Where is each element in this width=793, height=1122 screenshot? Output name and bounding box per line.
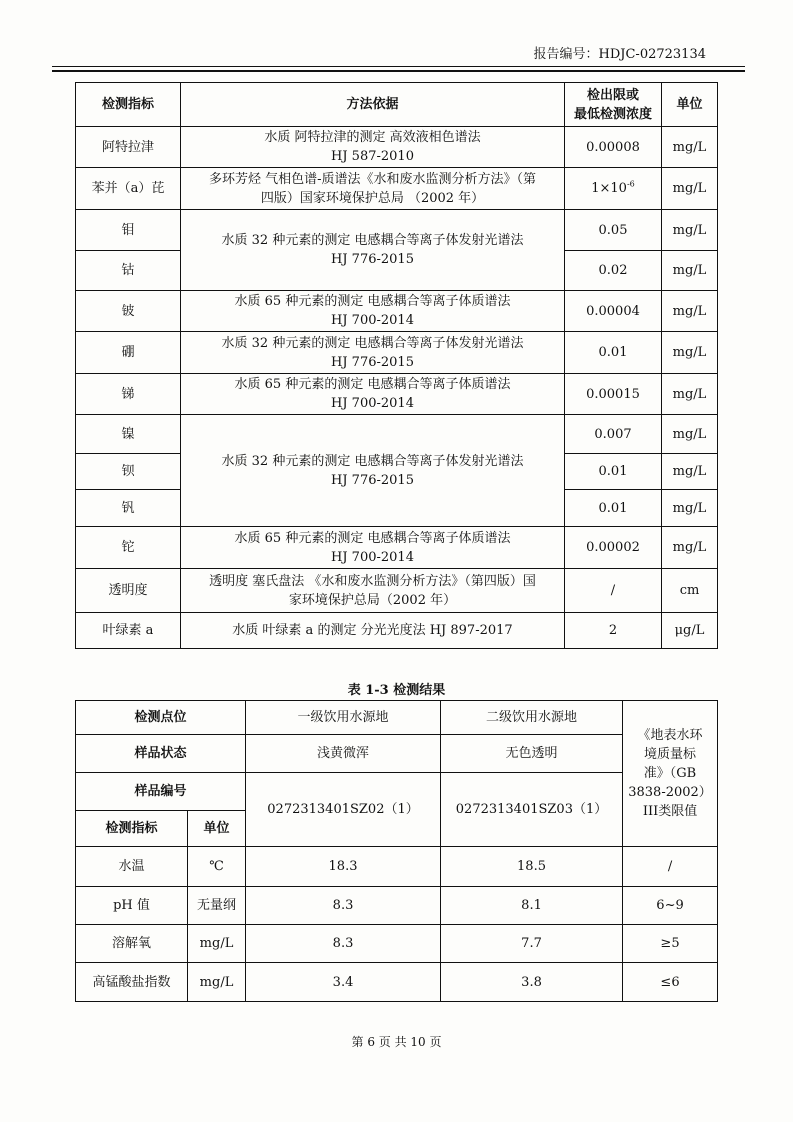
header-limit-line2: 最低检测浓度 [573,106,652,122]
method-table [75,82,718,649]
method-cell [181,127,565,168]
method-line: 水质 32 种元素的测定 电感耦合等离子体发射光谱法 [221,233,524,248]
unit-cell: mg/L [662,332,718,374]
report-number: 报告编号：HDJC-02723134 [533,47,706,62]
method-cell [181,374,565,415]
method-cell [181,569,565,613]
method-cell [181,415,565,527]
indicator-cell: 硼 [76,332,181,374]
method-cell [181,527,565,569]
table-row [76,847,718,887]
unit-cell: mg/L [662,291,718,332]
header-method: 方法依据 [181,83,565,127]
site-state: 无色透明 [441,735,623,773]
unit-cell: mg/L [662,527,718,569]
method-table-header [76,83,718,127]
table-row [76,332,718,374]
method-line: 多环芳烃 气相色谱-质谱法《水和废水监测分析方法》（第 [208,171,537,187]
value-cell: 8.1 [441,887,623,925]
results-table-title: 表 1-3 检测结果 [347,683,446,698]
header-rule-thick [52,70,745,72]
indicator-cell: 透明度 [76,569,181,613]
standard-line: 准》（GB [643,766,697,781]
value-cell: 3.4 [246,963,441,1002]
value-cell: 8.3 [246,887,441,925]
site-sample-no: 0272313401SZ03（1） [441,773,623,847]
limit-cell: / [565,569,662,613]
method-line: HJ 776-2015 [331,252,414,267]
method-line: 水质 32 种元素的测定 电感耦合等离子体发射光谱法 [221,335,524,351]
table-row [76,887,718,925]
unit-cell: μg/L [662,613,718,649]
indicator-cell: 锑 [76,374,181,415]
table-row [76,210,718,251]
limit-cell: 0.05 [565,210,662,251]
unit-cell: mg/L [662,168,718,210]
indicator-cell: 铍 [76,291,181,332]
limit-cell: 0.00015 [565,374,662,415]
standard-cell [623,701,718,847]
header-rule-thin [52,66,745,67]
limit-cell: ≤6 [623,963,718,1002]
indicator-cell: 钼 [76,210,181,251]
table-row [76,415,718,454]
method-line: 水质 阿特拉津的测定 高效液相色谱法 [264,130,481,145]
site-point: 二级饮用水源地 [441,701,623,735]
table-row [76,925,718,963]
method-line: HJ 587-2010 [331,149,414,164]
limit-cell: 2 [565,613,662,649]
table-row [76,168,718,210]
method-cell [181,210,565,291]
indicator-cell: 苯并（a）芘 [76,168,181,210]
method-line: HJ 700-2014 [331,396,414,411]
unit-cell: mg/L [662,454,718,490]
indicator-cell: 钡 [76,454,181,490]
method-line: HJ 700-2014 [331,549,414,565]
unit-cell: mg/L [662,251,718,291]
limit-cell: 0.007 [565,415,662,454]
limit-cell: 0.00002 [565,527,662,569]
limit-cell: 0.02 [565,251,662,291]
indicator-cell: 钴 [76,251,181,291]
method-cell [181,332,565,374]
header-limit [565,83,662,127]
indicator-cell: pH 值 [76,887,188,925]
results-table [75,700,718,1002]
limit-base: 1×10 [591,181,627,196]
method-line: HJ 776-2015 [331,354,414,370]
value-cell: 18.3 [246,847,441,887]
indicator-cell: 阿特拉津 [76,127,181,168]
page-number: 第 6 页 共 10 页 [351,1035,442,1049]
limit-cell: 0.00004 [565,291,662,332]
limit-cell: 0.01 [565,490,662,527]
unit-cell: mg/L [188,925,246,963]
method-cell [181,291,565,332]
method-line: 水质 32 种元素的测定 电感耦合等离子体发射光谱法 [221,453,524,469]
table-row [76,527,718,569]
standard-line: 《地表水环 [637,728,703,743]
method-cell [181,168,565,210]
value-cell: 3.8 [441,963,623,1002]
table-row [76,613,718,649]
table-row [76,963,718,1002]
unit-cell: 无量纲 [188,887,246,925]
site-sample-no: 0272313401SZ02（1） [246,773,441,847]
limit-cell [565,168,662,210]
unit-cell: mg/L [662,127,718,168]
standard-line: 境质量标 [644,747,697,762]
method-line: 水质 65 种元素的测定 电感耦合等离子体质谱法 [234,377,511,392]
method-line: 透明度 塞氏盘法 《水和废水监测分析方法》（第四版）国 [209,573,536,589]
method-line: HJ 700-2014 [331,313,414,328]
value-cell: 7.7 [441,925,623,963]
results-row-sample [76,773,718,811]
standard-line: 3838-2002） [628,785,712,800]
limit-cell: 6~9 [623,887,718,925]
header-unit: 单位 [662,83,718,127]
header-indicator: 检测指标 [76,83,181,127]
site-state: 浅黄微浑 [246,735,441,773]
method-line: 水质 65 种元素的测定 电感耦合等离子体质谱法 [234,530,511,546]
label-indicator: 检测指标 [76,811,188,847]
indicator-cell: 叶绿素 a [76,613,181,649]
results-row-point [76,701,718,735]
unit-cell: mg/L [662,490,718,527]
results-row-state [76,735,718,773]
method-line: HJ 776-2015 [331,472,414,488]
standard-line: III类限值 [642,804,698,819]
method-cell: 水质 叶绿素 a 的测定 分光光度法 HJ 897-2017 [181,613,565,649]
unit-cell: mg/L [188,963,246,1002]
label-unit: 单位 [188,811,246,847]
indicator-cell: 高锰酸盐指数 [76,963,188,1002]
table-row [76,291,718,332]
unit-cell: mg/L [662,374,718,415]
header-limit-line1: 检出限或 [586,87,639,103]
unit-cell: mg/L [662,415,718,454]
unit-cell: ℃ [188,847,246,887]
site-point: 一级饮用水源地 [246,701,441,735]
value-cell: 18.5 [441,847,623,887]
label-point: 检测点位 [76,701,246,735]
method-line: 水质 65 种元素的测定 电感耦合等离子体质谱法 [234,294,511,309]
indicator-cell: 钒 [76,490,181,527]
label-sample-no: 样品编号 [76,773,246,811]
table-row [76,127,718,168]
indicator-cell: 镍 [76,415,181,454]
limit-cell: 0.01 [565,454,662,490]
indicator-cell: 铊 [76,527,181,569]
method-line: 家环境保护总局（2002 年） [288,592,457,608]
method-line: 四版）国家环境保护总局 （2002 年） [260,190,485,206]
limit-cell: 0.00008 [565,127,662,168]
value-cell: 8.3 [246,925,441,963]
label-state: 样品状态 [76,735,246,773]
limit-cell: ≥5 [623,925,718,963]
indicator-cell: 水温 [76,847,188,887]
indicator-cell: 溶解氧 [76,925,188,963]
unit-cell: cm [662,569,718,613]
limit-cell: 0.01 [565,332,662,374]
table-row [76,374,718,415]
limit-cell: / [623,847,718,887]
table-row [76,569,718,613]
unit-cell: mg/L [662,210,718,251]
limit-exponent: -6 [626,179,635,189]
